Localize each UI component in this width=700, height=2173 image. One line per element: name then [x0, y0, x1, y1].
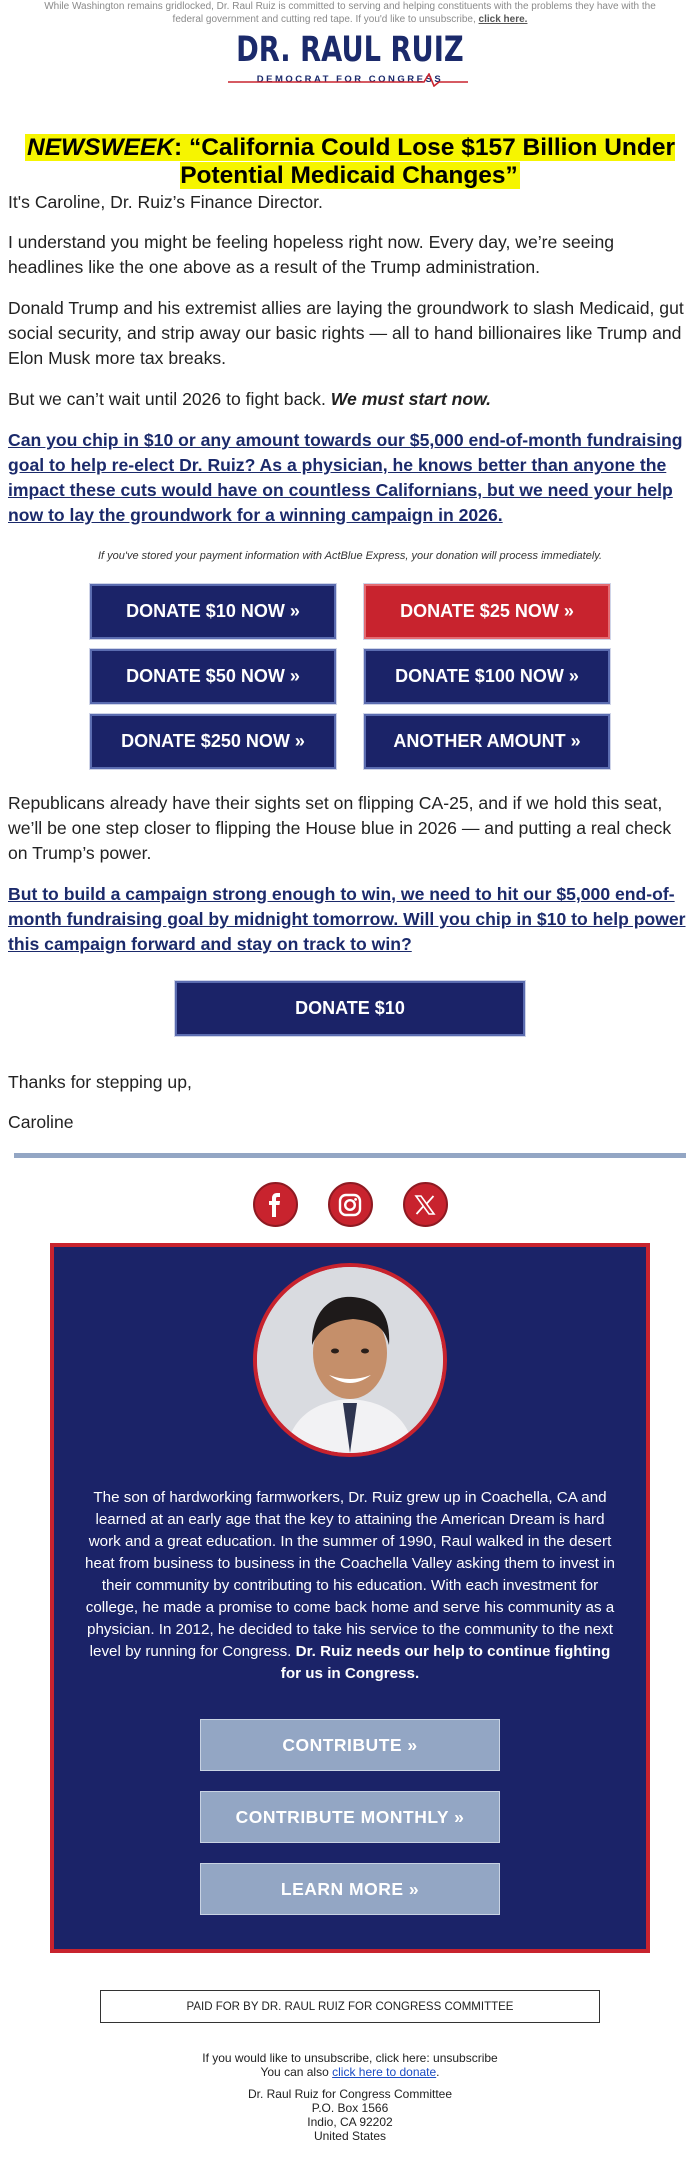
donate-25-button[interactable]: DONATE $25 NOW »	[364, 584, 610, 639]
actblue-note: If you've stored your payment information with ActBlue Express, your donation will process immediately.	[97, 550, 603, 562]
headline-source: NEWSWEEK	[27, 134, 175, 161]
paid-for-disclaimer: PAID FOR BY DR. RAUL RUIZ FOR CONGRESS COMMITTEE	[100, 1990, 600, 2023]
donate-50-button[interactable]: DONATE $50 NOW »	[90, 649, 336, 704]
headline-text: : “California Could Lose $157 Billion Under Potential Medicaid Changes”	[174, 134, 675, 189]
bio-paragraph: The son of hardworking farmworkers, Dr. Ruiz grew up in Coachella, CA and learned at an early age that the key to attaining the American Dream is hard work and a great education. In the summer of 1990, Raul walked in the desert heat from business to business in the Coachella Valley asking them to invest in their community by contributing to his education. With each investment for college, he made a promise to come back home and serve his community as a physician. In 2012, he decided to take his service to the community to the next level by running for Congress. Dr. Ruiz needs our help to continue fighting for us in Congress.	[85, 1489, 615, 1682]
footer	[0, 2051, 700, 2143]
org-name: Dr. Raul Ruiz for Congress Committee	[247, 2087, 453, 2101]
candidate-portrait	[253, 1263, 447, 1457]
social-links	[0, 1182, 700, 1227]
greeting-paragraph: It's Caroline, Dr. Ruiz’s Finance Director.	[8, 192, 323, 212]
donate-250-button[interactable]: DONATE $250 NOW »	[90, 714, 336, 769]
unsubscribe-text[interactable]: If you would like to unsubscribe, click here: unsubscribe	[202, 2051, 498, 2065]
logo-subtitle: DEMOCRAT FOR CONGRESS	[256, 74, 444, 85]
donation-ask-link[interactable]: But to build a campaign strong enough to win, we need to hit our $5,000 end-of-month fundraising goal by midnight tomorrow. Will you chip in $10 to help power this campaign forward and stay on track to win?	[8, 884, 686, 954]
logo-name: DR. RAUL RUIZ	[236, 30, 464, 70]
signature: Caroline	[8, 1112, 74, 1132]
x-icon[interactable]	[403, 1182, 448, 1227]
donate-10-single-button[interactable]: DONATE $10	[175, 981, 525, 1036]
donate-line: You can also click here to donate.	[260, 2065, 440, 2079]
body-paragraph: Republicans already have their sights set on flipping CA-25, and if we hold this seat, we’ll be one step closer to flipping the House blue in 2026 — and putting a real check on Trump’s power.	[8, 793, 672, 863]
donation-ask-link[interactable]: Can you chip in $10 or any amount towards our $5,000 end-of-month fundraising goal to help re-elect Dr. Ruiz? As a physician, he knows better than anyone the impact these cuts would have on countless Californians, but we need your help now to lay the groundwork for a winning campaign in 2026.	[8, 430, 683, 525]
contribute-monthly-button[interactable]: CONTRIBUTE MONTHLY »	[200, 1791, 500, 1843]
preheader-text: While Washington remains gridlocked, Dr. Raul Ruiz is committed to serving and helping constituents with the problems they have with the federal government and cutting red tape. If you'd like to unsubscribe,	[44, 1, 656, 25]
contribute-button[interactable]: CONTRIBUTE »	[200, 1719, 500, 1771]
learn-more-button[interactable]: LEARN MORE »	[200, 1863, 500, 1915]
city-line: Indio, CA 92202	[307, 2115, 393, 2129]
donate-100-button[interactable]: DONATE $100 NOW »	[364, 649, 610, 704]
closing-text: Thanks for stepping up,	[8, 1072, 192, 1092]
campaign-logo	[0, 26, 700, 96]
bio-emphasis: Dr. Ruiz needs our help to continue fighting for us in Congress.	[280, 1643, 611, 1682]
another-amount-button[interactable]: ANOTHER AMOUNT »	[364, 714, 610, 769]
donate-link[interactable]: click here to donate	[332, 2065, 437, 2079]
po-box: P.O. Box 1566	[311, 2101, 389, 2115]
heartbeat-line-icon	[228, 73, 468, 87]
unsubscribe-link[interactable]: click here.	[478, 14, 528, 25]
body-paragraph: I understand you might be feeling hopeless right now. Every day, we’re seeing headlines like the one above as a result of the Trump administration.	[8, 232, 615, 277]
body-paragraph: Donald Trump and his extremist allies are laying the groundwork to slash Medicaid, gut social security, and strip away our basic rights — all to hand billionaires like Trump and Elon Musk more tax breaks.	[8, 298, 684, 368]
divider	[14, 1153, 686, 1158]
body-paragraph: But we can’t wait until 2026 to fight back. We must start now.	[8, 389, 492, 409]
preheader	[0, 0, 700, 26]
donate-button-grid	[90, 584, 610, 769]
donate-10-button[interactable]: DONATE $10 NOW »	[90, 584, 336, 639]
headline	[0, 134, 700, 190]
facebook-icon[interactable]	[253, 1182, 298, 1227]
country-line: United States	[313, 2129, 387, 2143]
emphasis-text: We must start now.	[330, 389, 492, 409]
email-body	[0, 190, 700, 1135]
bio-card	[50, 1243, 650, 1953]
instagram-icon[interactable]	[328, 1182, 373, 1227]
